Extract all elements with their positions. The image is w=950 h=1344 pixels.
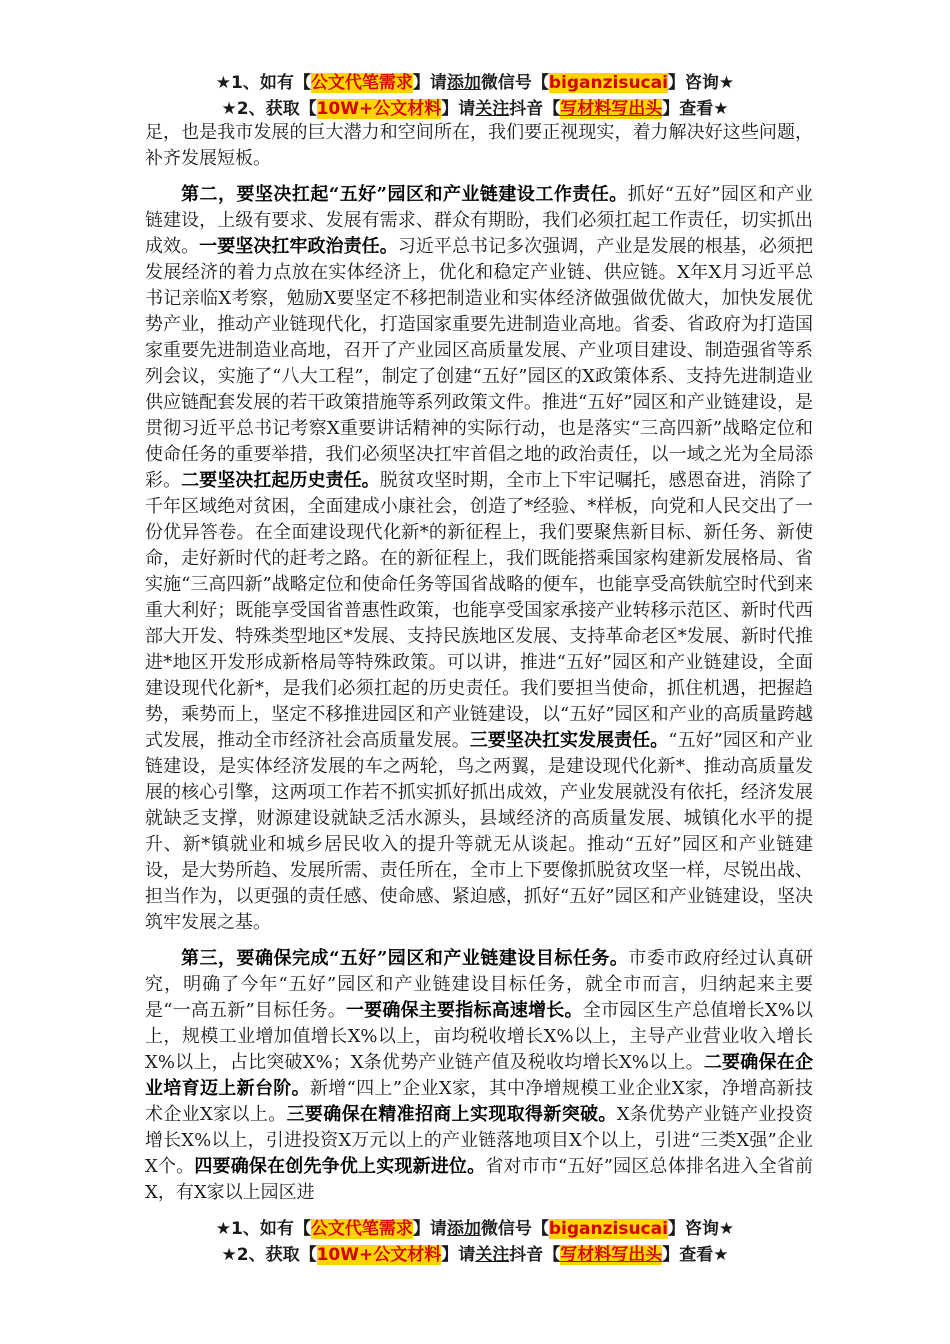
subpoint-heading: 三要坚决扛实发展责任。 xyxy=(469,730,669,751)
banner-underlined-word: 关注 xyxy=(475,1245,510,1265)
banner-text: 抖音【 xyxy=(509,1245,561,1265)
section-three-heading: 第三，要确保完成“五好”园区和产业链建设目标任务。 xyxy=(181,948,629,969)
banner-text: 】请 xyxy=(441,99,476,119)
intro-paragraph: 足，也是我市发展的巨大潜力和空间所在，我们要正视现实，着力解决好这些问题，补齐发展短板。 xyxy=(145,122,813,169)
banner-text: 微信号【 xyxy=(480,73,549,93)
banner-text: 】咨询★ xyxy=(667,1219,735,1239)
banner-star-prefix: ★2、获取【 xyxy=(221,1245,317,1265)
paragraph-text: 全市园区生产总值增长X%以上，规模工业增加值增长X%以上，亩均税收增长X%以上，主导产业营业收入增长X%以上，占比突破X%；X条优势产业链产值及税收均增长X%以上。 xyxy=(145,1000,814,1073)
banner-highlight-wechat-id: biganzisucai xyxy=(548,73,668,93)
banner-highlight-materials: 10W+公文材料 xyxy=(316,1245,442,1265)
document-body xyxy=(145,120,813,1206)
banner-text: 】请 xyxy=(412,73,447,93)
paragraph-text: 市委市政府经过认真研究，明确了今年“五好”园区和产业链建设目标任务，就全市而言，归纳起来主要是“一高五新”目标任务。 xyxy=(145,948,813,1021)
paragraph-text: “五好”园区和产业链建设，是实体经济发展的车之两轮，鸟之两翼，是建设现代化新*、推动高质量发展的核心引擎，这两项工作若不抓实抓好抓出成效，产业发展就没有依托，经济发展就缺乏支撑，财源建设就缺乏活水源头，县域经济的高质量发展、城镇化水平的提升、新*镇就业和城乡居民收入的提升等就无从谈起。推动“五好”园区和产业链建设，是大势所趋、发展所需、责任所在，全市上下要像抓脱贫攻坚一样，尽锐出战、担当作为，以更强的责任感、使命感、紧迫感，抓好“五好”园区和产业链建设，坚决筑牢发展之基。 xyxy=(145,730,814,933)
banner-highlight-douyin-id: 写材料写出头 xyxy=(560,99,663,119)
subpoint-heading: 一要坚决扛牢政治责任。 xyxy=(199,236,398,257)
banner-highlight-service: 公文代笔需求 xyxy=(310,73,413,93)
banner-star-prefix: ★1、如有【 xyxy=(215,1219,311,1239)
promo-banner-top-line-1 xyxy=(0,72,950,94)
section-two-heading: 第二，要坚决扛起“五好”园区和产业链建设工作责任。 xyxy=(181,184,628,205)
banner-highlight-wechat-id: biganzisucai xyxy=(548,1219,668,1239)
promo-banner-top-line-2 xyxy=(0,98,950,120)
paragraph-text: 新增“四上”企业X家，其中净增规模工业企业X家，净增高新技术企业X家以上。 xyxy=(145,1078,814,1125)
subpoint-heading: 一要确保主要指标高速增长。 xyxy=(345,1000,583,1021)
paragraph-text: X条优势产业链产业投资增长X%以上，引进投资X万元以上的产业链落地项目X个以上，引进“三类X强”企业X个。 xyxy=(145,1104,813,1177)
banner-star-prefix: ★2、获取【 xyxy=(221,99,317,119)
promo-banner-bottom-line-1 xyxy=(0,1218,950,1240)
subpoint-heading: 二要确保在企业培育迈上新台阶。 xyxy=(145,1052,813,1099)
promo-banner-bottom-line-2 xyxy=(0,1244,950,1266)
paragraph-text: 抓好“五好”园区和产业链建设，上级有要求、发展有需求、群众有期盼，我们必须扛起工作责任，切实抓出成效。 xyxy=(145,184,813,257)
subpoint-heading: 四要确保在创先争优上实现新进位。 xyxy=(194,1156,486,1177)
banner-text: 抖音【 xyxy=(509,99,561,119)
banner-text: 】咨询★ xyxy=(667,73,735,93)
paragraph-text: 习近平总书记多次强调，产业是发展的根基，必须把发展经济的着力点放在实体经济上，优化和稳定产业链、供应链。X年X月习近平总书记亲临X考察，勉励X要坚定不移把制造业和实体经济做强做优做大，加快发展优势产业，推动产业链现代化，打造国家重要先进制造业高地。省委、省政府为打造国家重要先进制造业高地，召开了产业园区高质量发展、产业项目建设、制造强省等系列会议，实施了“八大工程”，制定了创建“五好”园区的X政策体系、支持先进制造业供应链配套发展的若干政策措施等系列政策文件。推进“五好”园区和产业链建设，是贯彻习近平总书记考察X重要讲话精神的实际行动，也是落实“三高四新”战略定位和使命任务的重要举措，我们必须坚决扛牢首倡之地的政治责任，以一域之光为全局添彩。 xyxy=(145,236,814,491)
banner-text: 】请 xyxy=(441,1245,476,1265)
paragraph-text: 省对市市“五好”园区总体排名进入全省前X，有X家以上园区进 xyxy=(145,1156,814,1203)
paragraph-text: 脱贫攻坚时期，全市上下牢记嘱托，感恩奋进，消除了千年区域绝对贫困，全面建成小康社会，创造了*经验、*样板，向党和人民交出了一份优异答卷。在全面建设现代化新*的新征程上，我们要聚焦新目标、新任务、新使命，走好新时代的赶考之路。在的新征程上，我们既能搭乘国家构建新发展格局、省实施“三高四新”战略定位和使命任务等国省战略的便车，也能享受高铁航空时代到来重大利好；既能享受国省普惠性政策，也能享受国家承接产业转移示范区、新时代西部大开发、特殊类型地区*发展、支持民族地区发展、支持革命老区*发展、新时代推进*地区开发形成新格局等特殊政策。可以讲，推进“五好”园区和产业链建设，全面建设现代化新*，是我们必须扛起的历史责任。我们要担当使命，抓住机遇，把握趋势，乘势而上，坚定不移推进园区和产业链建设，以“五好”园区和产业的高质量跨越式发展，推动全市经济社会高质量发展。 xyxy=(145,470,814,751)
banner-text: 】查看★ xyxy=(662,99,729,119)
section-two-paragraph xyxy=(145,182,813,936)
subpoint-heading: 三要确保在精准招商上实现取得新突破。 xyxy=(286,1104,617,1125)
subpoint-heading: 二要坚决扛起历史责任。 xyxy=(181,470,380,491)
banner-text: 微信号【 xyxy=(480,1219,549,1239)
section-three-paragraph xyxy=(145,946,813,1206)
banner-star-prefix: ★1、如有【 xyxy=(215,73,311,93)
banner-highlight-service: 公文代笔需求 xyxy=(310,1219,413,1239)
banner-underlined-word: 添加 xyxy=(446,1219,481,1239)
banner-highlight-materials: 10W+公文材料 xyxy=(316,99,442,119)
banner-highlight-douyin-id: 写材料写出头 xyxy=(560,1245,663,1265)
banner-text: 】请 xyxy=(412,1219,447,1239)
banner-underlined-word: 关注 xyxy=(475,99,510,119)
banner-text: 】查看★ xyxy=(662,1245,729,1265)
banner-underlined-word: 添加 xyxy=(446,73,481,93)
